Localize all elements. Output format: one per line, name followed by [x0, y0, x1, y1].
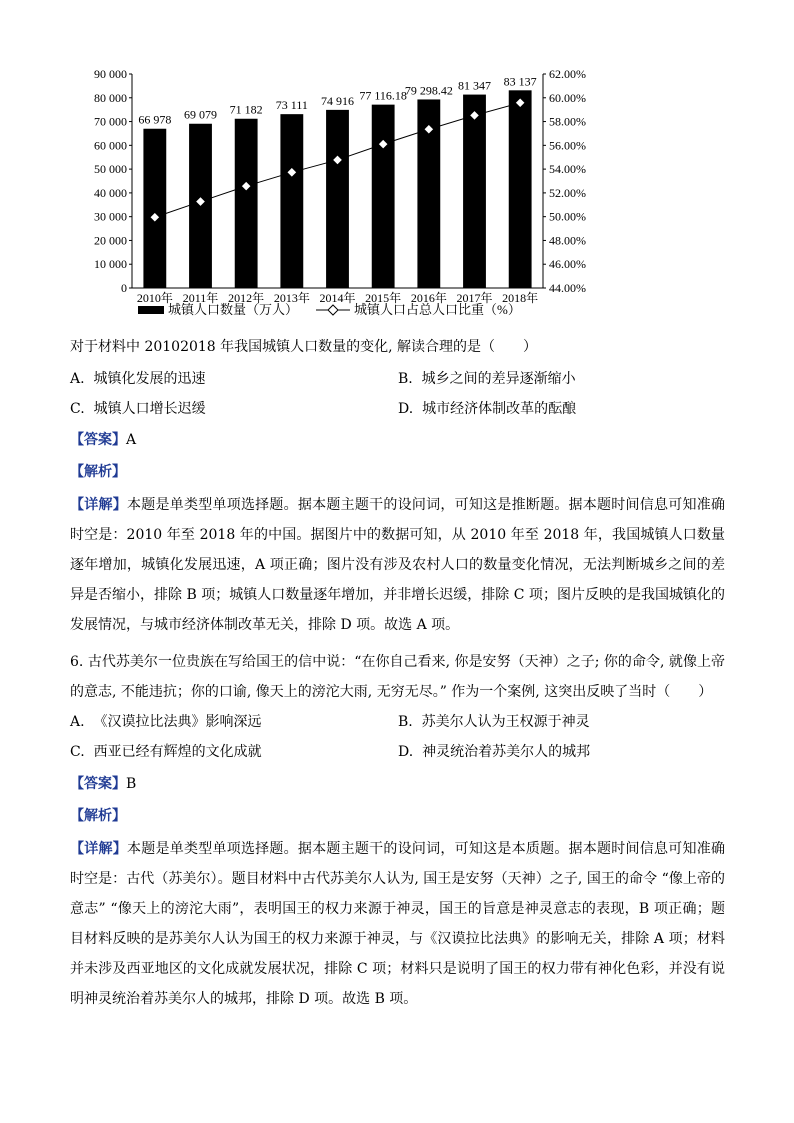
- q6-option-c[interactable]: C. 西亚已经有辉煌的文化成就: [70, 744, 262, 760]
- bar-value-label: 79 298.42: [404, 83, 453, 98]
- urban-population-chart: [80, 62, 620, 324]
- bar: [280, 114, 303, 288]
- y-left-tick-label: 50 000: [94, 162, 127, 177]
- bar: [143, 129, 166, 288]
- y-right-tick-label: 56.00%: [549, 138, 586, 153]
- bar: [372, 105, 395, 288]
- y-right-tick-label: 62.00%: [549, 67, 586, 81]
- y-left-tick-label: 40 000: [94, 185, 127, 200]
- q6-option-a[interactable]: A. 《汉谟拉比法典》影响深远: [70, 714, 262, 730]
- y-left-tick-label: 0: [121, 281, 127, 295]
- bar: [326, 110, 349, 288]
- y-right-tick-label: 44.00%: [549, 281, 586, 295]
- bar-value-label: 66 978: [138, 112, 172, 127]
- x-tick-label: 2018年: [502, 291, 539, 305]
- bar: [509, 90, 532, 288]
- y-right-tick-label: 60.00%: [549, 90, 586, 105]
- q5-analysis-heading: 【解析】: [70, 464, 126, 480]
- bar-value-label: 77 116.18: [359, 88, 407, 103]
- q5-option-a[interactable]: A. 城镇化发展的迅速: [70, 371, 206, 387]
- y-left-tick-label: 30 000: [94, 209, 127, 224]
- y-left-tick-label: 70 000: [94, 114, 127, 129]
- y-right-tick-label: 50.00%: [549, 209, 586, 224]
- legend-bar-swatch: [138, 306, 164, 314]
- x-tick-label: 2012年: [228, 291, 265, 305]
- y-left-tick-label: 20 000: [94, 233, 127, 248]
- legend-line-label: 城镇人口占总人口比重（%）: [354, 302, 521, 317]
- bar-value-label: 74 916: [321, 93, 354, 108]
- q5-stem: 对于材料中 20102018 年我国城镇人口数量的变化, 解读合理的是（ ）: [70, 339, 538, 355]
- bar-value-label: 69 079: [184, 107, 217, 122]
- y-left-tick-label: 60 000: [94, 138, 127, 153]
- x-tick-label: 2011年: [182, 291, 219, 305]
- y-left-tick-label: 10 000: [94, 257, 127, 272]
- legend-line-marker: [328, 305, 338, 315]
- q5-answer: 【答案】A: [70, 432, 137, 448]
- q5-option-b[interactable]: B. 城乡之间的差异逐渐缩小: [398, 371, 576, 387]
- q6-option-b[interactable]: B. 苏美尔人认为王权源于神灵: [398, 714, 590, 730]
- bar: [235, 119, 258, 288]
- x-tick-label: 2015年: [365, 291, 402, 305]
- bar-value-label: 73 111: [275, 98, 308, 113]
- bar-value-label: 71 182: [229, 102, 263, 117]
- y-right-tick-label: 58.00%: [549, 114, 586, 129]
- x-tick-label: 2017年: [456, 291, 493, 305]
- x-tick-label: 2016年: [410, 291, 447, 305]
- q5-option-d[interactable]: D. 城市经济体制改革的酝酿: [398, 401, 577, 417]
- bar-value-label: 83 137: [503, 74, 537, 89]
- y-left-tick-label: 80 000: [94, 90, 127, 105]
- x-tick-label: 2014年: [319, 291, 356, 305]
- q5-detail: 【详解】本题是单类型单项选择题。据本题主题干的设问词，可知这是推断题。据本题时间信息可知准确时空是：2010 年至 2018 年的中国。据图片中的数据可知，从 2010 年至 2018 年，我国城镇人口数量逐年增加，城镇化发展迅速，A 项正确；图片没有涉及农村人口的数量变化情况，无法判断城乡之间的差异是否缩小，排除 B 项；城镇人口数量逐年增加，并非增长迟缓，排除 C 项；图片反映的是我国城镇化的发展情况，与城市经济体制改革无关，排除 D 项。故选 A 项。: [70, 497, 726, 633]
- q6-option-d[interactable]: D. 神灵统治着苏美尔人的城邦: [398, 744, 591, 760]
- q6-detail: 【详解】本题是单类型单项选择题。据本题主题干的设问词，可知这是本质题。据本题时间信息可知准确时空是：古代（苏美尔）。题目材料中古代苏美尔人认为, 国王是安努（天神）之子, 国王的命令 “像上帝的意志” “像天上的滂沱大雨”，表明国王的权力来源于神灵，国王的旨意是神灵意志的表现，B 项正确；题目材料反映的是苏美尔人认为国王的权力来源于神灵，与《汉谟拉比法典》的影响无关，排除 A 项；材料并未涉及西亚地区的文化成就发展状况，排除 C 项；材料只是说明了国王的权力带有神化色彩，并没有说明神灵统治着苏美尔人的城邦，排除 D 项。故选 B 项。: [70, 841, 726, 1007]
- y-right-tick-label: 46.00%: [549, 257, 586, 272]
- x-tick-label: 2013年: [273, 291, 310, 305]
- y-left-tick-label: 90 000: [94, 67, 127, 81]
- q6-analysis-heading: 【解析】: [70, 808, 126, 824]
- y-right-tick-label: 48.00%: [549, 233, 586, 248]
- legend-bar-label: 城镇人口数量（万人）: [168, 302, 299, 317]
- q5-option-c[interactable]: C. 城镇人口增长迟缓: [70, 401, 206, 417]
- q6-stem: 6. 古代苏美尔一位贵族在写给国王的信中说：“在你自己看来, 你是安努（天神）之子; 你的命令, 就像上帝的意志, 不能违抗；你的口谕, 像天上的滂沱大雨, 无穷无尽。” 作为一个案例, 这突出反映了当时（ ）: [70, 654, 725, 700]
- y-right-tick-label: 54.00%: [549, 162, 586, 177]
- y-right-tick-label: 52.00%: [549, 185, 586, 200]
- bar: [463, 95, 486, 288]
- bar-value-label: 81 347: [458, 78, 491, 93]
- q6-answer: 【答案】B: [70, 776, 137, 792]
- x-tick-label: 2010年: [136, 291, 173, 305]
